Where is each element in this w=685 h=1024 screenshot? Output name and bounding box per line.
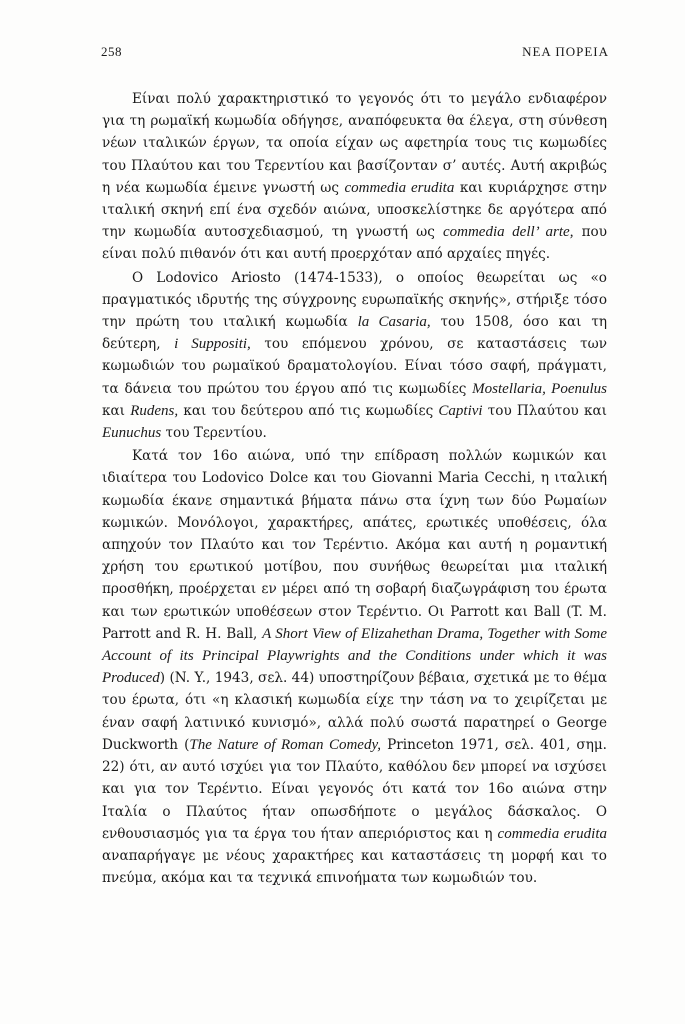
paragraph-1 xyxy=(102,88,607,266)
italic-run: A Short View of Elizahethan Drama, Together with Some Account of its Principal Playwrights and the Conditions under which it was Produced xyxy=(102,625,607,687)
text-run: ) (N. Y., 1943, σελ. 44) υποστηρίζουν βέβαια, σχετικά με το θέμα του έρωτα, ότι «η κλασική κωμωδία είχε την τάση να το χειρίζεται με έναν σαφή λατινικό κυνισμό», αλλά πολύ σωστά παρατηρεί ο George Duckworth ( xyxy=(102,670,607,753)
body-text xyxy=(102,88,607,889)
text-run: του Τερεντίου. xyxy=(161,425,267,442)
running-head xyxy=(101,44,609,64)
italic-run: commedia erudita xyxy=(497,825,607,842)
text-run: αναπαρήγαγε με νέους χαρακτήρες και καταστάσεις τη μορφή και το πνεύμα, ακόμα και τα τεχνικά επινοήματα των κωμωδιών του. xyxy=(102,847,607,887)
italic-run: commedia dell’ arte, xyxy=(442,224,574,241)
text-run: Ο Lodovico Ariosto (1474-1533), ο οποίος θεωρείται ως «ο πραγματικός ιδρυτής της σύγχρονης ευρωπαϊκής σκηνής», στήριξε τόσο την πρώτη του ιταλική κωμωδία xyxy=(102,269,607,331)
italic-run: commedia erudita xyxy=(344,179,455,196)
italic-run: Captivi xyxy=(438,402,483,419)
italic-run: i Suppositi, xyxy=(174,336,251,353)
italic-run: The Nature of Roman Comedy, xyxy=(189,736,382,753)
text-run: Princeton 1971, σελ. 401, σημ. 22) ότι, αν αυτό ισχύει για τον Πλαύτο, καθόλου δεν μπορεί να ισχύσει και για τον Τερέντιο. Είναι γεγονός ότι κατά τον 16ο αιώνα στην Ιταλία ο Πλαύτος ήταν οπωσδήποτε ο μεγάλος δάσκαλος. Ο ενθουσιασμός για τα έργα του ήταν απεριόριστος και η xyxy=(102,736,607,842)
paragraph-3 xyxy=(102,445,607,889)
page-number: 258 xyxy=(101,44,122,59)
text-run: που είναι πολύ πιθανόν ότι και αυτή προερχόταν από αρχαίες πηγές. xyxy=(102,224,607,263)
italic-run: Eunuchus xyxy=(102,425,162,442)
text-run: και xyxy=(102,402,131,419)
text-run: Είναι πολύ χαρακτηριστικό το γεγονός ότι το μεγάλο ενδιαφέρον για τη ρωμαϊκή κωμωδία οδήγησε, αναπόφευκτα θα έλεγα, στη σύνθεση νέων ιταλικών έργων, τα οποία είχαν ως αφετηρία τους τις κωμωδίες του Πλαύτου και του Τερεντίου και βασίζονταν σ’ αυτές. Αυτή ακριβώς η νέα κωμωδία έμεινε γνωστή ως xyxy=(102,91,607,196)
text-run: και κυριάρχησε στην ιταλική σκηνή επί ένα σχεδόν αιώνα, υποσκελίστηκε δε αργότερα από την κωμωδία αυτοσχεδιασμού, τη γνωστή ως xyxy=(102,179,608,241)
text-run: του Πλαύτου και xyxy=(482,402,607,419)
text-run: του επόμενου χρόνου, σε καταστάσεις των κωμωδιών του ρωμαϊκού δραματολογίου. Είναι τόσο σαφή, πράγματι, τα δάνεια του πρώτου του έργου από τις κωμωδίες xyxy=(102,336,607,397)
text-run: του 1508, όσο και τη δεύτερη, xyxy=(102,314,607,353)
text-run: και του δεύτερου από τις κωμωδίες xyxy=(178,402,439,419)
journal-title: ΝΕΑ ΠΟΡΕΙΑ xyxy=(522,44,609,59)
paragraph-2 xyxy=(102,267,607,445)
text-run: Κατά τον 16ο αιώνα, υπό την επίδραση πολλών κωμικών και ιδιαίτερα του Lodovico Dolce και του Giovanni Maria Cecchi, η ιταλική κωμωδία έκανε σημαντικά βήματα πάνω στα ίχνη των δύο Ρωμαίων κωμικών. Μονόλογοι, χαρακτήρες, απάτες, ερωτικές υποθέσεις, όλα απηχούν τον Πλαύτο και τον Τερέντιο. Ακόμα και αυτή η ρομαντική χρήση του ερωτικού μοτίβου, που συνήθως θεωρείται μια ιταλική προσθήκη, προέρχεται εν μέρει από τη σοβαρή διαζωγράφιση του έρωτα και των ερωτικών υποθέσεων στον Τερέντιο. Οι Parrott και Ball (T. M. Parrott and R. H. Ball, xyxy=(102,448,607,642)
italic-run: Mostellaria, Poenulus xyxy=(472,380,607,397)
italic-run: la Casaria, xyxy=(357,314,431,331)
italic-run: Rudens, xyxy=(130,402,179,419)
